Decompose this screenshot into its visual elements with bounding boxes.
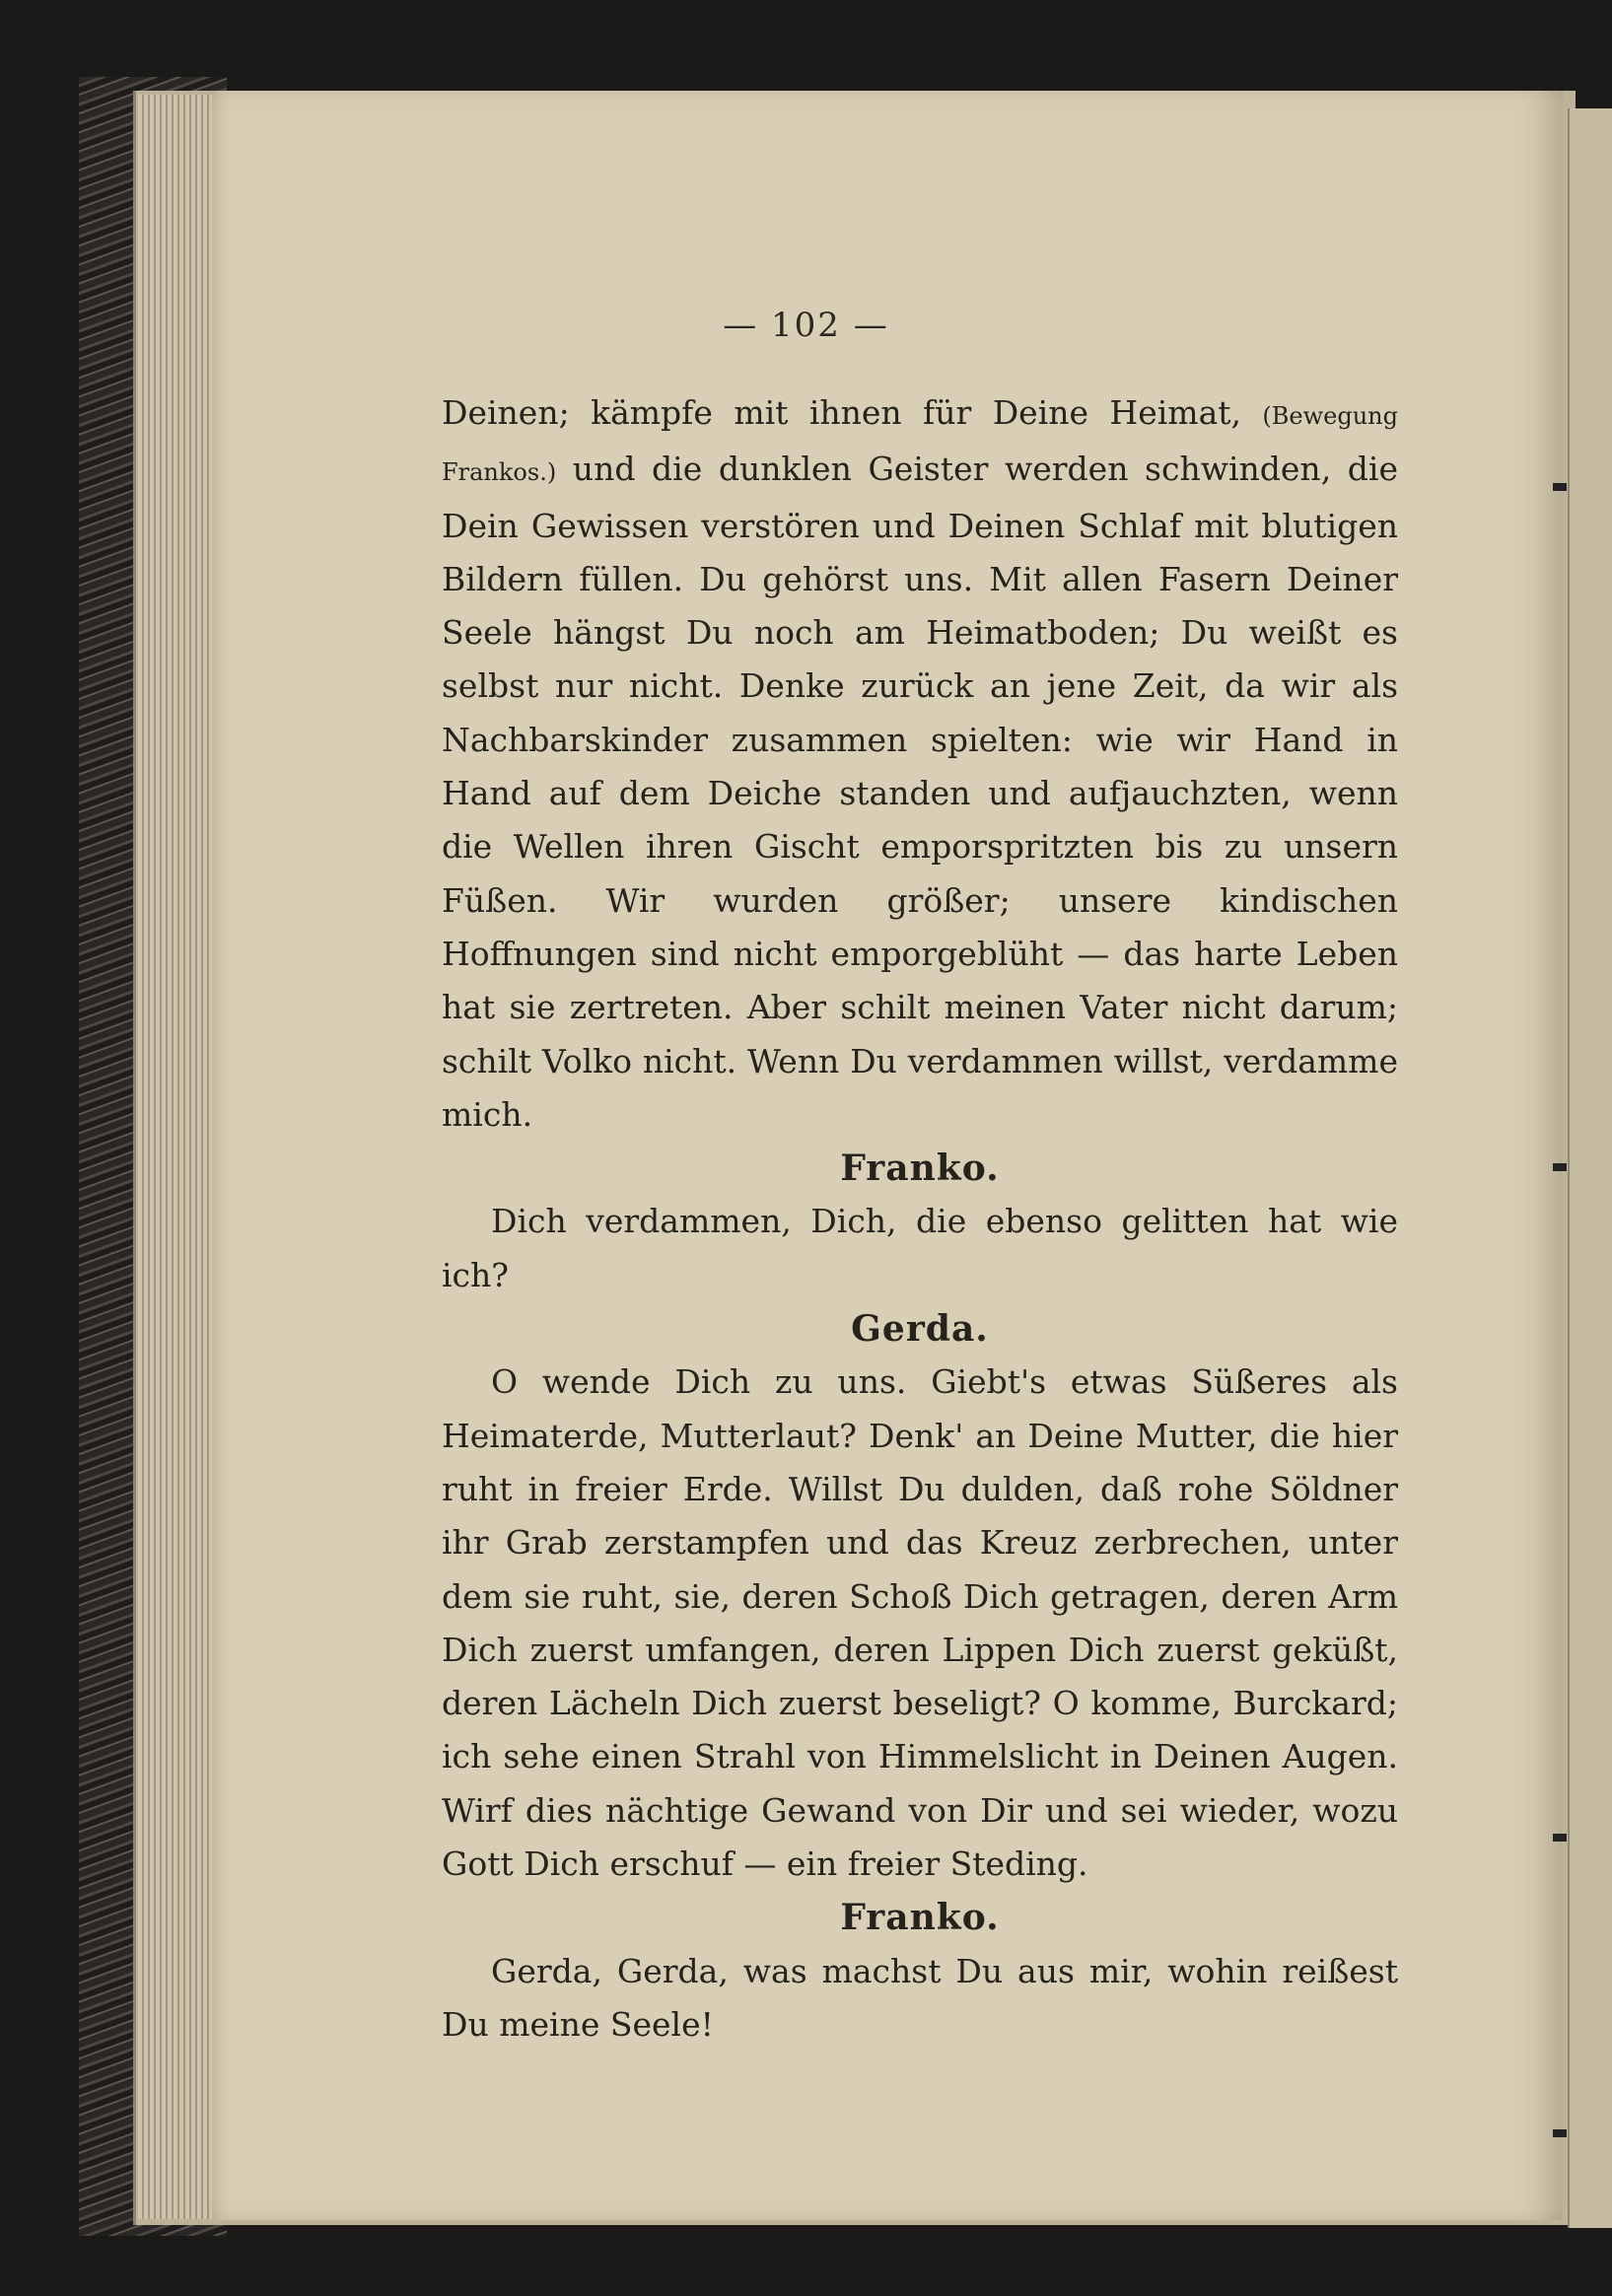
stage-direction: (Bewegung Frankos.) [442,402,1398,487]
paragraph: Gerda, Gerda, was machst Du aus mir, wohin reißest Du meine Seele! [442,1951,1398,2044]
facing-page-edge [1568,108,1612,2228]
speaker-name: Franko. [840,1897,1000,1939]
facing-page-mark [1553,1834,1567,1842]
speaker-name: Gerda. [851,1308,989,1351]
paragraph: O wende Dich zu uns. Giebt's etwas Süßeres als Heimaterde, Mutterlaut? Denk' an Deine Mutter, die hier ruht in freier Erde. Willst Du dulden, daß rohe Söldner ihr Grab zerstampfen und das Kreuz zerbrechen, unter dem sie ruht, sie, deren Schoß Dich getragen, deren Arm Dich zuerst umfangen, deren Lippen Dich zuerst geküßt, deren Lächeln Dich zuerst beseligt? O komme, Burckard; ich sehe einen Strahl von Himmelslicht in Deinen Augen. Wirf dies nächtige Gewand von Dir und sei wieder, wozu Gott Dich erschuf — ein freier Steding. [442,1362,1398,1884]
paragraph: Dich verdammen, Dich, die ebenso gelitten hat wie ich? [442,1202,1398,1294]
page-number: — 102 — [723,306,889,345]
page-edges [138,95,217,2219]
speaker-name: Franko. [840,1148,1000,1190]
paragraph-text: und die dunklen Geister werden schwinden, die Dein Gewissen verstören und Deinen Schlaf mit blutigen Bildern füllen. Du gehörst uns. Mit allen Fasern Deiner Seele hängst Du noch am Heimatboden; Du weißt es selbst nur nicht. Denke zurück an jene Zeit, da wir als Nachbarskinder zusammen spielten: wie wir Hand in Hand auf dem Deiche standen und aufjauchzten, wenn die Wellen ihren Gischt emporspritzten bis zu unsern Füßen. Wir wurden größer; unsere kindischen Hoffnungen sind nicht emporgeblüht — das harte Leben hat sie zertreten. Aber schilt meinen Vater nicht darum; schilt Volko nicht. Wenn Du verdammen willst, verdamme mich. [442,450,1398,1134]
page-text [442,386,1398,2052]
paragraph-text: Deinen; kämpfe mit ihnen für Deine Heimat, [442,393,1263,432]
paragraph [442,386,1398,1142]
facing-page-mark [1553,483,1567,491]
facing-page-mark [1553,1163,1567,1171]
facing-page-mark [1553,2129,1567,2137]
